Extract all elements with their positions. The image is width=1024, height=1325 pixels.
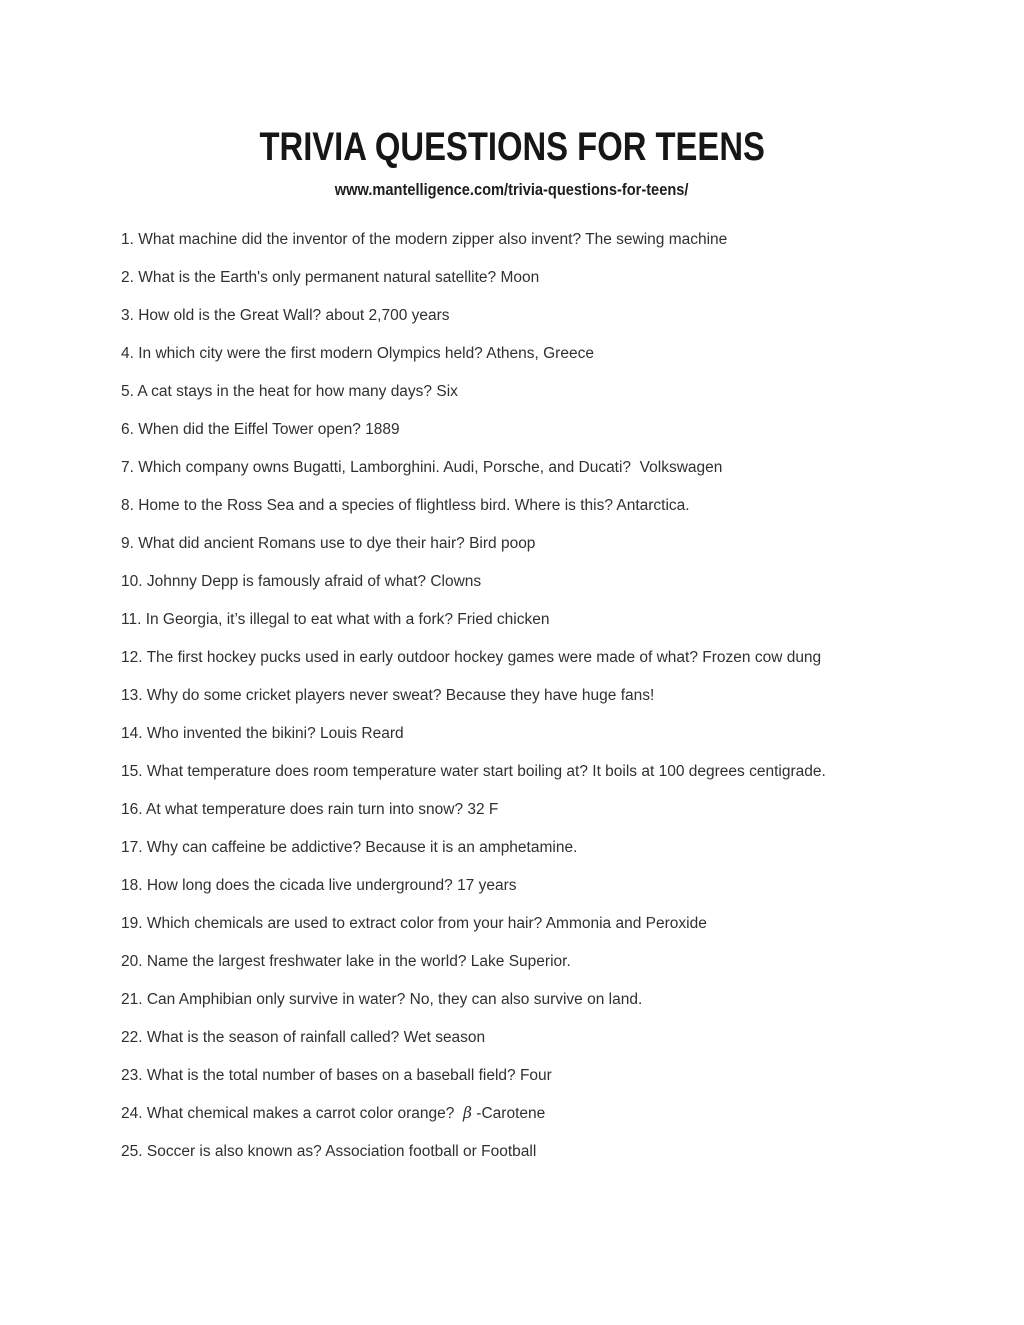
trivia-question — [121, 877, 984, 894]
question-number: 15. — [121, 763, 147, 780]
page-title-text: TRIVIA QUESTIONS FOR TEENS — [259, 125, 765, 169]
question-text: Why can caffeine be addictive? Because it is an amphetamine. — [146, 839, 578, 856]
question-number: 7. — [121, 459, 139, 476]
beta-symbol: β — [463, 1104, 472, 1122]
question-text: Name the largest freshwater lake in the world? Lake Superior. — [146, 953, 571, 970]
question-text: Can Amphibian only survive in water? No, they can also survive on land. — [146, 991, 643, 1008]
trivia-question — [121, 345, 984, 362]
page-title — [0, 124, 1024, 170]
question-text: How long does the cicada live underground? 17 years — [146, 877, 517, 894]
trivia-question — [121, 459, 984, 476]
trivia-question — [121, 383, 984, 400]
question-number: 21. — [121, 991, 147, 1008]
question-text: What chemical makes a carrot color orange? β -Carotene — [146, 1104, 546, 1122]
document-header — [0, 0, 1024, 200]
question-number: 18. — [121, 877, 147, 894]
question-number: 11. — [121, 611, 146, 628]
question-number: 4. — [121, 345, 139, 362]
question-text: Why do some cricket players never sweat? Because they have huge fans! — [146, 687, 655, 704]
question-text: Which company owns Bugatti, Lamborghini. Audi, Porsche, and Ducati? Volkswagen — [138, 459, 723, 476]
trivia-question — [121, 497, 984, 514]
question-text: What is the season of rainfall called? Wet season — [146, 1029, 486, 1046]
trivia-question — [121, 801, 984, 818]
question-text: Soccer is also known as? Association football or Football — [146, 1143, 537, 1160]
trivia-question — [121, 231, 984, 248]
question-number: 3. — [121, 307, 139, 324]
question-number: 20. — [121, 953, 147, 970]
source-url — [0, 180, 1024, 200]
trivia-question — [121, 1143, 984, 1160]
question-number: 8. — [121, 497, 139, 514]
question-number: 25. — [121, 1143, 147, 1160]
question-number: 6. — [121, 421, 139, 438]
trivia-question — [121, 915, 984, 932]
question-text: What temperature does room temperature water start boiling at? It boils at 100 degrees centigrade. — [146, 763, 826, 780]
trivia-question — [121, 1105, 984, 1122]
trivia-question — [121, 1029, 984, 1046]
question-text: At what temperature does rain turn into snow? 32 F — [146, 801, 499, 818]
question-number: 1. — [121, 231, 139, 248]
question-number: 24. — [121, 1105, 147, 1122]
trivia-question — [121, 953, 984, 970]
question-text: What did ancient Romans use to dye their hair? Bird poop — [138, 535, 536, 552]
question-number: 2. — [121, 269, 139, 286]
trivia-question — [121, 421, 984, 438]
question-text: A cat stays in the heat for how many days? Six — [137, 383, 458, 400]
trivia-question — [121, 307, 984, 324]
question-text: What is the Earth's only permanent natural satellite? Moon — [138, 269, 540, 286]
question-text: In Georgia, it’s illegal to eat what with a fork? Fried chicken — [145, 611, 550, 628]
question-number: 23. — [121, 1067, 147, 1084]
question-text: Johnny Depp is famously afraid of what? Clowns — [146, 573, 482, 590]
trivia-question — [121, 991, 984, 1008]
trivia-question — [121, 573, 984, 590]
trivia-question — [121, 763, 984, 780]
source-url-text: www.mantelligence.com/trivia-questions-for-teens/ — [335, 180, 689, 199]
question-number: 12. — [121, 649, 147, 666]
question-number: 17. — [121, 839, 147, 856]
question-number: 19. — [121, 915, 147, 932]
question-text: In which city were the first modern Olympics held? Athens, Greece — [138, 345, 594, 362]
questions-list — [121, 231, 984, 1160]
trivia-question — [121, 839, 984, 856]
question-number: 13. — [121, 687, 147, 704]
trivia-question — [121, 1067, 984, 1084]
trivia-question — [121, 611, 984, 628]
question-number: 5. — [121, 383, 138, 400]
question-number: 16. — [121, 801, 146, 818]
question-text: Which chemicals are used to extract color from your hair? Ammonia and Peroxide — [146, 915, 707, 932]
question-number: 10. — [121, 573, 147, 590]
question-number: 14. — [121, 725, 147, 742]
trivia-question — [121, 687, 984, 704]
trivia-question — [121, 535, 984, 552]
question-text: When did the Eiffel Tower open? 1889 — [138, 421, 400, 438]
question-text: Who invented the bikini? Louis Reard — [146, 725, 404, 742]
question-text: How old is the Great Wall? about 2,700 years — [138, 307, 450, 324]
question-number: 9. — [121, 535, 139, 552]
question-text: What machine did the inventor of the modern zipper also invent? The sewing machine — [138, 231, 728, 248]
question-text: What is the total number of bases on a baseball field? Four — [146, 1067, 552, 1084]
question-text: The first hockey pucks used in early outdoor hockey games were made of what? Frozen cow dung — [146, 649, 822, 666]
trivia-question — [121, 649, 984, 666]
question-text: Home to the Ross Sea and a species of flightless bird. Where is this? Antarctica. — [138, 497, 690, 514]
trivia-question — [121, 269, 984, 286]
trivia-question — [121, 725, 984, 742]
question-number: 22. — [121, 1029, 147, 1046]
